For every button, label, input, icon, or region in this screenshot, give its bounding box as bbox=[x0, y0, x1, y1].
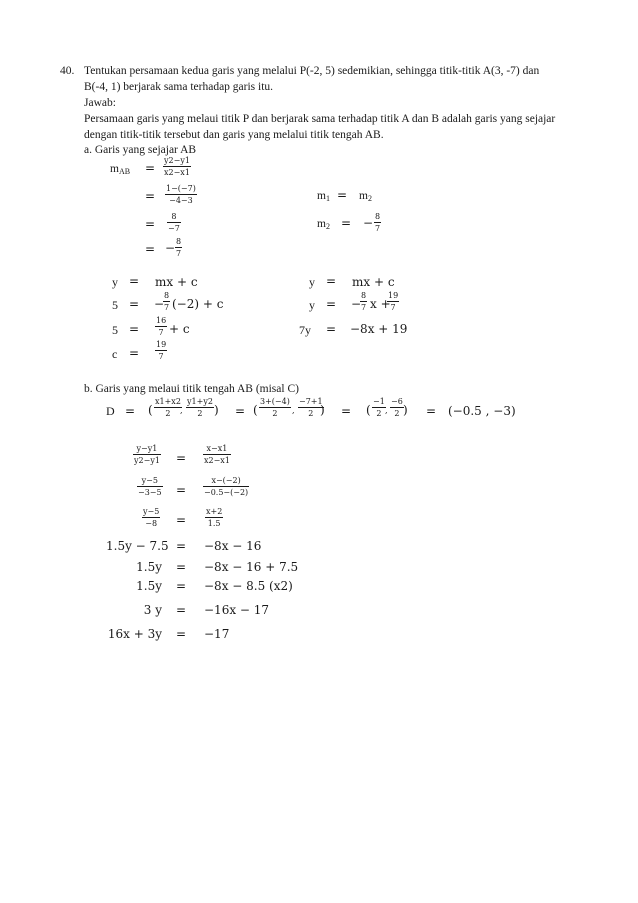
comma: , bbox=[180, 406, 183, 415]
equals-sign: = bbox=[326, 322, 337, 336]
value-5: 5 bbox=[112, 298, 118, 312]
equals-sign: = bbox=[176, 560, 187, 574]
equals-sign: = bbox=[176, 539, 187, 553]
equals-sign: = bbox=[337, 188, 348, 202]
jawab-label: Jawab: bbox=[84, 97, 116, 109]
var-c: c bbox=[112, 347, 118, 361]
equals-sign: = bbox=[145, 217, 156, 231]
equals-sign: = bbox=[145, 161, 156, 175]
equation-left: 1.5y bbox=[136, 579, 162, 593]
equals-sign: = bbox=[176, 603, 187, 617]
equals-sign: = bbox=[235, 404, 246, 418]
final-equation-left: 16x + 3y bbox=[107, 627, 162, 641]
two-point-left: $\frac{y-y1}{y2-y1}$ bbox=[134, 444, 160, 465]
equals-sign: = bbox=[145, 242, 156, 256]
equation-left: 3 y bbox=[143, 603, 162, 617]
midpoint-y-formula: $\frac{y1+y2}{2}$ bbox=[187, 397, 213, 418]
fraction-16-7: $\frac{16}{7}$ bbox=[156, 316, 167, 337]
part-b-heading: b. Garis yang melaui titik tengah AB (misal C) bbox=[84, 383, 299, 395]
equals-sign: = bbox=[129, 274, 140, 288]
equals-sign: = bbox=[341, 216, 352, 230]
x-plus: x + bbox=[370, 297, 391, 311]
problem-number: 40. bbox=[60, 65, 75, 77]
simplified-left: $\frac{y-5}{-8}$ bbox=[143, 507, 160, 528]
slope-formula: $\frac{y2-y1}{x2-x1}$ bbox=[164, 156, 190, 177]
equation-right: −8x − 16 bbox=[204, 539, 262, 553]
explanation-line-2: dengan titik-titik tersebut dan garis yang melalui titik tengah AB. bbox=[84, 129, 384, 141]
var-y: y bbox=[309, 275, 315, 289]
m1-label: $m_1$ bbox=[317, 190, 330, 203]
midpoint-x-formula: $\frac{x1+x2}{2}$ bbox=[155, 397, 181, 418]
midpoint-x-simplified: $\frac{-1}{2}$ bbox=[373, 397, 385, 418]
equals-sign: = bbox=[326, 274, 337, 288]
minus-sign: − bbox=[154, 297, 165, 311]
plus-c: + c bbox=[169, 322, 190, 336]
comma: , bbox=[385, 406, 388, 415]
equals-sign: = bbox=[176, 451, 187, 465]
two-point-right: $\frac{x-x1}{x2-x1}$ bbox=[204, 444, 230, 465]
m2-value: $\frac{8}{7}$ bbox=[375, 212, 381, 233]
equals-sign: = bbox=[129, 297, 140, 311]
final-equation-right: −17 bbox=[204, 627, 230, 641]
value-5: 5 bbox=[112, 323, 118, 337]
line-equation-result: −8x + 19 bbox=[350, 322, 408, 336]
equation-left: 1.5y − 7.5 bbox=[106, 539, 169, 553]
slope-step-3: $\frac{8}{7}$ bbox=[176, 237, 182, 258]
slope-fraction: $\frac{8}{7}$ bbox=[361, 291, 367, 312]
m2-label: $m_2$ bbox=[317, 218, 330, 231]
m-ab-label: $m_{AB}$ bbox=[110, 163, 131, 176]
midpoint-x-values: $\frac{3+(-4)}{2}$ bbox=[260, 397, 290, 418]
question-line-1: Tentukan persamaan kedua garis yang melalui P(-2, 5) sedemikian, sehingga titik-titik A(3, -7) dan bbox=[84, 65, 540, 77]
equals-sign: = bbox=[129, 322, 140, 336]
equals-sign: = bbox=[176, 579, 187, 593]
paren-open: ( bbox=[148, 403, 153, 417]
substitution-rest: (−2) + c bbox=[172, 297, 224, 311]
equation-right: −8x − 16 + 7.5 bbox=[204, 560, 299, 574]
equals-sign: = bbox=[125, 404, 136, 418]
equation-right: −8x − 8.5 (x2) bbox=[204, 579, 293, 593]
fraction-19-7: $\frac{19}{7}$ bbox=[156, 340, 167, 361]
paren-close: ) bbox=[214, 403, 219, 417]
substituted-left: $\frac{y-5}{-3-5}$ bbox=[138, 476, 162, 497]
part-a-heading: a. Garis yang sejajar AB bbox=[84, 144, 197, 156]
var-7y: 7y bbox=[299, 323, 311, 337]
equals-sign: = bbox=[176, 513, 187, 527]
minus-sign: − bbox=[363, 216, 374, 230]
substituted-right: $\frac{x-(-2)}{-0.5-(-2)}$ bbox=[204, 476, 249, 497]
equals-sign: = bbox=[341, 404, 352, 418]
line-formula: mx + c bbox=[352, 275, 395, 289]
equation-left: 1.5y bbox=[136, 560, 162, 574]
paren-open: ( bbox=[253, 403, 258, 417]
question-line-2: B(-4, 1) berjarak sama terhadap garis itu. bbox=[84, 81, 274, 93]
equals-sign: = bbox=[176, 627, 187, 641]
paren-close: ) bbox=[403, 403, 408, 417]
equation-right: −16x − 17 bbox=[204, 603, 270, 617]
midpoint-result: (−0.5 , −3) bbox=[448, 404, 516, 418]
var-y: y bbox=[309, 298, 315, 312]
paren-close: ) bbox=[320, 403, 325, 417]
slope-step-1: $\frac{1-(-7)}{-4-3}$ bbox=[166, 184, 196, 205]
equals-sign: = bbox=[129, 346, 140, 360]
simplified-right: $\frac{x+2}{1.5}$ bbox=[206, 507, 223, 528]
midpoint-y-simplified: $\frac{-6}{2}$ bbox=[391, 397, 403, 418]
fraction-19-7: $\frac{19}{7}$ bbox=[388, 291, 399, 312]
midpoint-y-values: $\frac{-7+1}{2}$ bbox=[299, 397, 323, 418]
slope-fraction: $\frac{8}{7}$ bbox=[164, 291, 170, 312]
equals-sign: = bbox=[145, 189, 156, 203]
minus-sign: − bbox=[351, 297, 362, 311]
minus-sign: − bbox=[165, 241, 176, 255]
explanation-line-1: Persamaan garis yang melaui titik P dan berjarak sama terhadap titik A dan B adalah garis yang sejajar bbox=[84, 113, 556, 125]
equals-sign: = bbox=[426, 404, 437, 418]
line-formula: mx + c bbox=[155, 275, 198, 289]
var-y: y bbox=[112, 275, 118, 289]
m2-label: $m_2$ bbox=[359, 190, 372, 203]
equals-sign: = bbox=[326, 297, 337, 311]
paren-open: ( bbox=[366, 403, 371, 417]
equals-sign: = bbox=[176, 483, 187, 497]
d-label: D bbox=[106, 404, 115, 418]
slope-step-2: $\frac{8}{-7}$ bbox=[168, 212, 180, 233]
comma: , bbox=[292, 406, 295, 415]
